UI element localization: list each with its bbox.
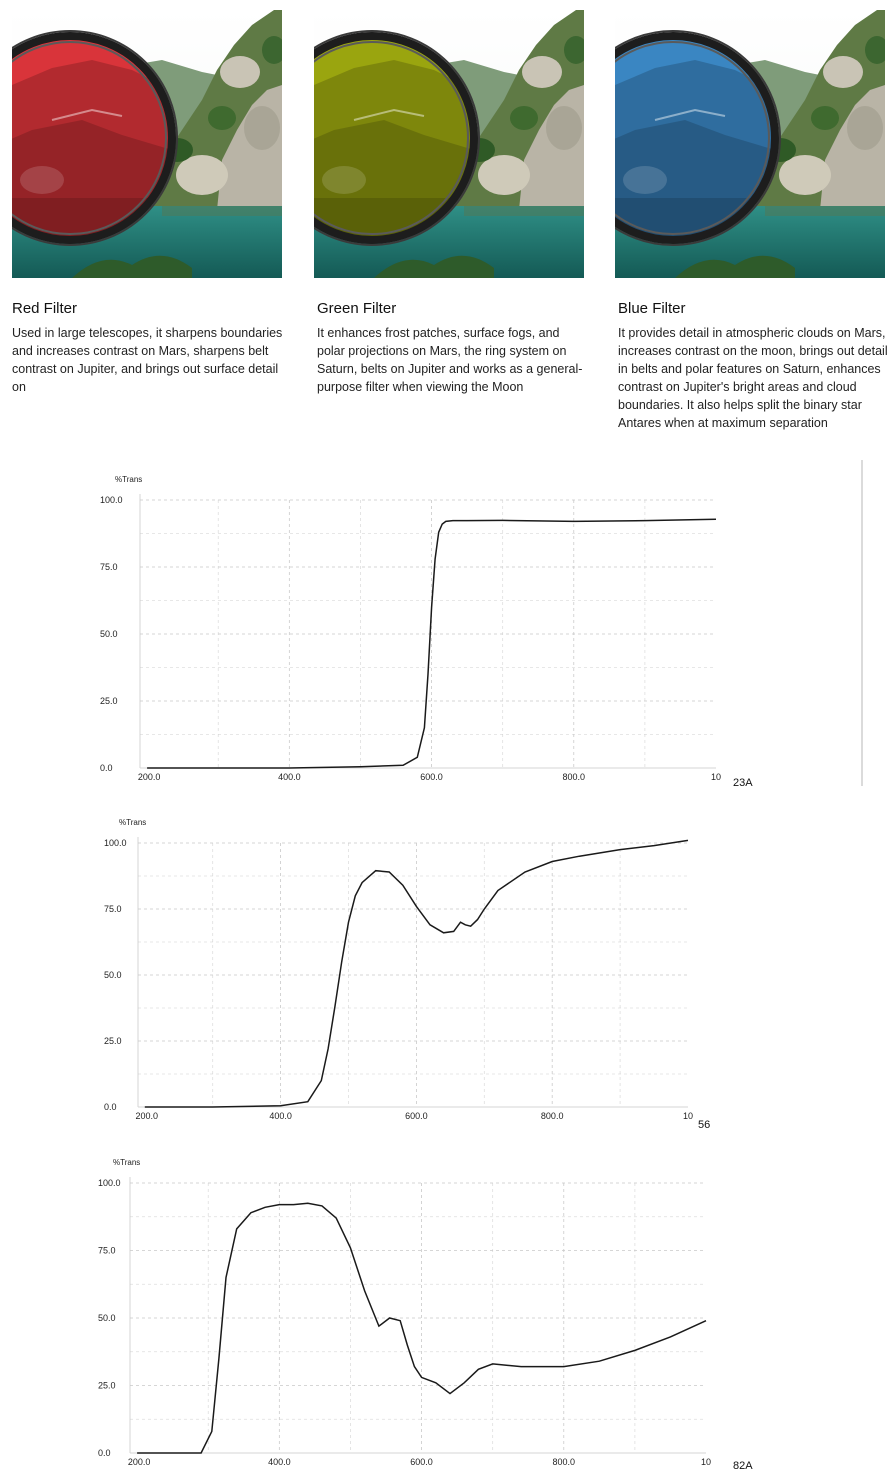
x-tick-label: 10 (710, 772, 722, 782)
y-tick-label: 0.0 (98, 1448, 111, 1458)
chart-svg (0, 805, 895, 1145)
filter-description: Used in large telescopes, it sharpens boundaries and increases contrast on Mars, sharpens belt contrast on Jupiter, and brings out surface detail on (12, 326, 283, 394)
y-tick-label: 50.0 (100, 629, 118, 639)
x-tick-label: 600.0 (405, 1111, 428, 1121)
filter-title: Red Filter (12, 300, 78, 317)
y-tick-label: 75.0 (98, 1245, 116, 1256)
x-tick-label: 600.0 (410, 1457, 433, 1467)
red-filter-photo (12, 10, 282, 278)
y-tick-label: 75.0 (104, 904, 122, 914)
x-tick-label: 800.0 (562, 772, 586, 782)
filter-card-green (314, 10, 584, 394)
green-filter-image (314, 10, 584, 278)
y-tick-label: 100.0 (104, 838, 127, 848)
x-tick-label: 200.0 (135, 1111, 159, 1121)
x-tick-label: 800.0 (552, 1457, 576, 1467)
x-tick-label: 10 (682, 1111, 694, 1121)
x-tick-label: 200.0 (127, 1457, 151, 1467)
x-tick-label: 400.0 (269, 1111, 292, 1121)
blue-filter-image (615, 10, 885, 278)
y-tick-label: 25.0 (104, 1036, 122, 1046)
x-tick-label: 10 (700, 1457, 712, 1467)
transmission-chart-82a (0, 1145, 895, 1481)
y-axis-title: %Trans (113, 1158, 141, 1167)
filter-title: Green Filter (317, 300, 397, 317)
y-tick-label: 100.0 (98, 1178, 121, 1188)
blue-filter-photo (615, 10, 885, 278)
y-tick-label: 0.0 (100, 763, 113, 773)
red-filter-image (12, 10, 282, 278)
y-tick-label: 25.0 (100, 696, 118, 706)
y-axis-title: %Trans (115, 475, 143, 484)
filter-id-label: 82A (733, 1460, 753, 1472)
filter-description: It provides detail in atmospheric clouds on Mars, increases contrast on the moon, brings out detail in belts and polar features on Saturn, enhances contrast on Jupiter's bright areas and cloud boundaries. It also helps split the binary star Antares when at maximum separation (618, 326, 888, 430)
filter-id-label: 56 (698, 1119, 711, 1131)
y-axis-title: %Trans (119, 818, 147, 827)
green-filter-photo (314, 10, 584, 278)
transmission-chart-56 (0, 805, 895, 1145)
y-tick-label: 25.0 (98, 1380, 116, 1391)
x-tick-label: 800.0 (540, 1111, 564, 1121)
filter-card-red (12, 10, 283, 394)
x-tick-label: 600.0 (420, 772, 443, 782)
transmission-chart-23a (0, 460, 895, 795)
filter-description: It enhances frost patches, surface fogs, and polar projections on Mars, the ring system on Saturn, belts on Jupiter and works as a general-purpose filter when viewing the Moon (317, 326, 583, 394)
chart-svg (0, 460, 895, 795)
chart-svg (0, 1145, 895, 1481)
y-tick-label: 50.0 (104, 970, 122, 980)
y-tick-label: 75.0 (100, 562, 118, 572)
x-tick-label: 200.0 (137, 772, 161, 782)
filter-id-label: 23A (733, 777, 753, 789)
y-tick-label: 100.0 (100, 495, 123, 505)
filter-card-blue (615, 10, 888, 430)
x-tick-label: 400.0 (278, 772, 301, 782)
filter-title: Blue Filter (618, 300, 686, 317)
y-tick-label: 50.0 (98, 1313, 116, 1323)
y-tick-label: 0.0 (104, 1102, 117, 1112)
x-tick-label: 400.0 (268, 1457, 291, 1467)
